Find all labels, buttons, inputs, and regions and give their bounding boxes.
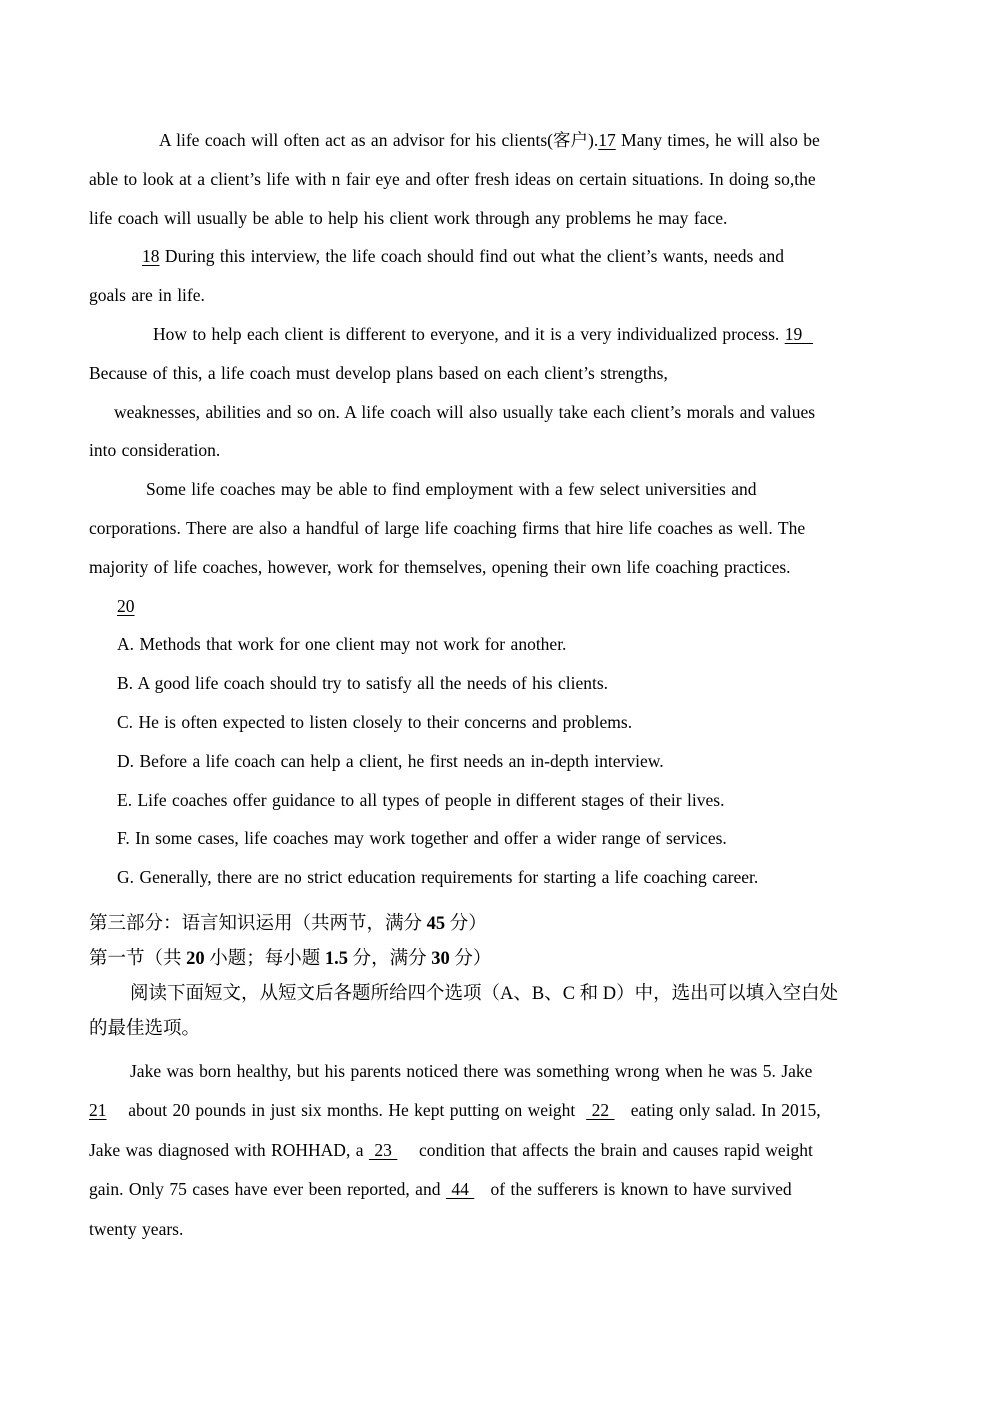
passage-line [89,276,993,315]
passage-line [89,121,993,160]
text-segment: F. In some cases, life coaches may work together and offer a wider range of services. [117,828,727,849]
text-segment: corporations. There are also a handful of large life coaching firms that hire life coaches as well. The [89,517,806,538]
passage-line [89,315,993,354]
passage-line [89,509,993,548]
text-segment: 1.5 [324,948,349,969]
part3-heading [89,907,993,942]
text-segment: 45 [426,913,446,934]
text-segment: D. Before a life coach can help a client, he first needs an in-depth interview. [117,750,664,771]
text-segment: Jake was diagnosed with ROHHAD, a [89,1139,369,1160]
text-segment: 阅读下面短文，从短文后各题所给四个选项（A、B、C 和 D）中，选出可以填入空白处 [130,983,839,1004]
option-A [89,625,993,664]
text-segment: life coach will usually be able to help his client work through any problems he may face. [89,207,728,228]
blank-23: 23 [368,1139,398,1160]
passage-line [89,393,993,432]
text-segment: 小题；每小题 [204,948,325,969]
text-segment: into consideration. [89,440,221,461]
text-segment: gain. Only 75 cases have ever been reported, and [89,1179,446,1200]
cloze-line [89,1131,993,1171]
text-segment: E. Life coaches offer guidance to all types of people in different stages of their lives. [117,789,725,810]
text-segment: eating only salad. In 2015, [614,1100,821,1121]
option-C [89,703,993,742]
text-segment: twenty years. [89,1218,184,1239]
passage-line [89,199,993,238]
text-segment: During this interview, the life coach should find out what the client’s wants, needs and [159,246,785,267]
text-segment: 第一节（共 [89,948,187,969]
blank-20: 20 [117,595,135,616]
option-G [89,858,993,897]
instructions-line [89,1012,993,1047]
text-segment: condition that affects the brain and causes rapid weight [397,1139,813,1160]
cloze-line [89,1052,993,1092]
text-segment: about 20 pounds in just six months. He kept putting on weight [106,1100,587,1121]
text-segment: Many times, he will also be [615,130,820,150]
text-segment: G. Generally, there are no strict education requirements for starting a life coaching career. [117,867,759,888]
cloze-passage-section [89,1052,993,1250]
option-D [89,742,993,781]
text-segment: C. He is often expected to listen closely to their concerns and problems. [117,711,633,732]
passage-line [89,548,993,587]
text-segment: majority of life coaches, however, work for themselves, opening their own life coaching practices. [89,556,791,577]
text-segment: weaknesses, abilities and so on. A life coach will also usually take each client’s morals and values [114,401,816,422]
blank-17: 17 [598,130,616,150]
passage-line [89,237,993,276]
text-segment: of the sufferers is known to have survived [474,1179,792,1200]
passage-line [89,160,993,199]
text-segment: 的最佳选项。 [89,1018,201,1039]
text-segment: 分） [445,913,487,934]
text-segment: 分） [449,948,492,969]
blank-22: 22 [586,1100,615,1121]
text-segment: A life coach will often act as an advisor for his clients(客户). [159,130,599,150]
blank-44: 44 [445,1179,475,1200]
text-segment: How to help each client is different to everyone, and it is a very individualized process. [153,323,785,344]
text-segment: Some life coaches may be able to find employment with a few select universities and [146,479,757,500]
gap-fill-passage-section [89,121,993,897]
text-segment: A. Methods that work for one client may not work for another. [117,634,567,655]
passage-line [89,354,993,393]
text-segment: able to look at a client’s life with n fair eye and ofter fresh ideas on certain situations. In doing so,the [89,168,816,189]
option-B [89,664,993,703]
document-body [89,121,993,1249]
text-segment: Jake was born healthy, but his parents noticed there was something wrong when he was 5. Jake [130,1060,813,1081]
cloze-line [89,1210,993,1250]
blank-21: 21 [89,1100,107,1121]
cloze-line [89,1170,993,1210]
option-E [89,781,993,820]
text-segment: B. A good life coach should try to satisfy all the needs of his clients. [117,673,609,694]
text-segment: goals are in life. [89,285,205,306]
text-segment: Because of this, a life coach must develop plans based on each client’s strengths, [89,362,668,383]
section1-heading [89,942,993,977]
instructions-line [89,977,993,1012]
option-F [89,819,993,858]
passage-line [89,431,993,470]
passage-line [89,470,993,509]
text-segment: 20 [186,948,205,969]
text-segment: 30 [431,948,450,969]
text-segment: 第三部分：语言知识运用（共两节，满分 [89,913,427,934]
text-segment: 分，满分 [348,948,432,969]
section-heading-zh [89,907,993,1047]
blank-18: 18 [142,246,160,267]
cloze-line [89,1091,993,1131]
passage-line [89,587,993,626]
blank-19: 19 [784,323,814,344]
